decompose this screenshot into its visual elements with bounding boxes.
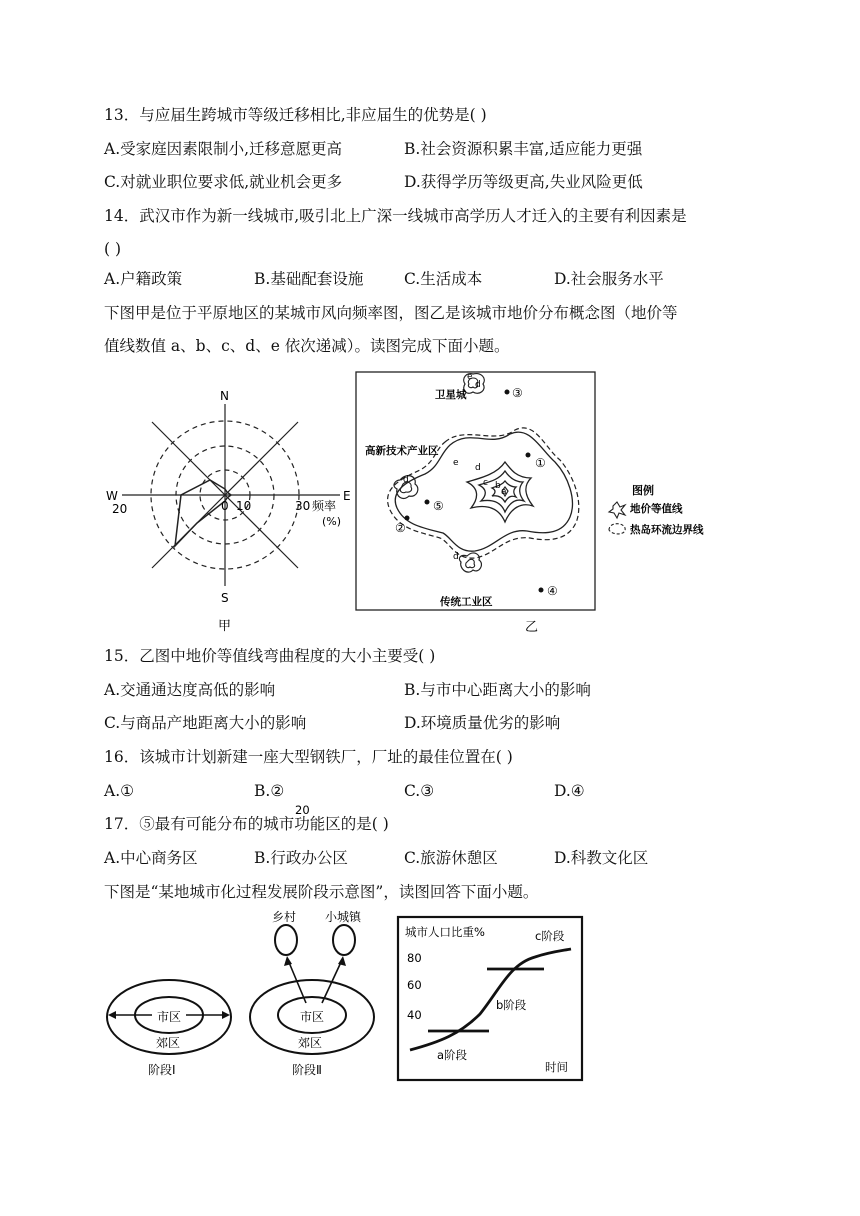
curve-xlabel: 时间 (545, 1060, 568, 1074)
stage2-caption: 阶段Ⅱ (292, 1063, 322, 1077)
legend-price-symbol (609, 502, 625, 518)
q17-option-a: A.中心商务区 (104, 849, 198, 867)
tick-10: 10 (236, 499, 252, 513)
point-2: ② (395, 521, 406, 535)
point-1: ① (535, 456, 546, 470)
letter-e-sat: e (467, 372, 473, 382)
q13-option-b: B.社会资源积累丰富,适应能力更强 (404, 140, 643, 158)
letter-a: a (501, 487, 507, 497)
tick-20: 20 (295, 803, 310, 817)
tick-60: 60 (407, 978, 422, 992)
q16-option-a: A.① (104, 782, 135, 800)
intro1-line2: 值线数值 a、b、c、d、e 依次递减）。读图完成下面小题。 (104, 337, 510, 355)
stage2-suburb-label: 郊区 (298, 1036, 323, 1050)
stage1-caption: 阶段Ⅰ (148, 1063, 176, 1077)
c-stage-label: c阶段 (535, 929, 565, 943)
stage1-arrow-left (108, 1011, 116, 1019)
legend-heat-label: 热岛环流边界线 (630, 524, 704, 536)
figure-yi-caption: 乙 (525, 620, 539, 635)
letter-d-ind: d (453, 552, 459, 562)
q14-option-d: D.社会服务水平 (554, 270, 664, 288)
q16-option-c: C.③ (404, 782, 435, 800)
point-2-dot (405, 516, 410, 521)
letter-d-sat: d (475, 380, 481, 390)
curve-ylabel: 城市人口比重% (405, 925, 485, 939)
letter-e: e (453, 458, 459, 468)
legend-heat-symbol (609, 524, 625, 534)
q14-stem: 14．武汉市作为新一线城市,吸引北上广深一线城市高学历人才迁入的主要有利因素是 (104, 207, 687, 225)
industry-label: 传统工业区 (440, 596, 493, 608)
q13-stem: 13．与应届生跨城市等级迁移相比,非应届生的优势是( ) (104, 106, 487, 124)
q16-option-b: B.② (254, 782, 285, 800)
satellite-label: 卫星城 (435, 389, 467, 401)
north-label: N (220, 389, 229, 403)
q15-stem: 15．乙图中地价等值线弯曲程度的大小主要受( ) (104, 647, 436, 665)
legend-title: 图例 (632, 484, 654, 497)
legend-price-label: 地价等值线 (630, 503, 683, 515)
wind-rose-figure (100, 380, 355, 635)
stage2-city-label: 市区 (300, 1010, 325, 1024)
urbanization-curve (410, 949, 571, 1050)
urbanization-stage-figure (100, 908, 385, 1083)
q17-option-d: D.科教文化区 (554, 849, 649, 867)
west-label: W (106, 489, 118, 503)
q15-option-a: A.交通通达度高低的影响 (104, 681, 276, 699)
tick-40: 40 (407, 1008, 422, 1022)
point-4: ④ (547, 584, 558, 598)
stage1-suburb-label: 郊区 (156, 1036, 181, 1050)
tick-20: 20 (112, 502, 128, 516)
letter-b: b (495, 481, 501, 491)
town-label: 小城镇 (325, 910, 362, 924)
q13-option-a: A.受家庭因素限制小,迁移意愿更高 (104, 140, 343, 158)
point-5: ⑤ (433, 499, 444, 513)
q17-option-c: C.旅游休憩区 (404, 849, 498, 867)
point-3-dot (505, 390, 510, 395)
point-3: ③ (512, 386, 523, 400)
figure-jia-caption: 甲 (218, 619, 232, 634)
hightech-label: 高新技术产业区 (365, 445, 439, 457)
village-label: 乡村 (272, 910, 297, 924)
q15-option-c: C.与商品产地距离大小的影响 (104, 714, 307, 732)
q13-option-c: C.对就业职位要求低,就业机会更多 (104, 173, 343, 191)
point-4-dot (539, 588, 544, 593)
tick-80: 80 (407, 951, 422, 965)
a-stage-label: a阶段 (437, 1048, 468, 1062)
q13-option-d: D.获得学历等级更高,失业风险更低 (404, 173, 643, 191)
east-label: E (343, 489, 351, 503)
q14-stem-cont: ( ) (104, 240, 122, 258)
b-stage-label: b阶段 (496, 998, 527, 1012)
south-label: S (221, 591, 229, 605)
point-1-dot (526, 453, 531, 458)
unit-percent: (%) (322, 515, 342, 528)
letter-d: d (475, 463, 481, 473)
q16-option-d: D.④ (554, 782, 585, 800)
stage1-arrow-right (222, 1011, 230, 1019)
q14-option-b: B.基础配套设施 (254, 270, 364, 288)
unit-frequency: 频率 (312, 499, 337, 513)
land-price-map-figure (355, 370, 755, 635)
letter-c: c (483, 478, 488, 488)
village-circle (275, 925, 297, 955)
arrow-to-village-head (284, 956, 292, 966)
tick-30: 30 (295, 499, 311, 513)
town-circle (333, 925, 355, 955)
industry-isoline-inner (466, 559, 475, 567)
q17-option-b: B.行政办公区 (254, 849, 348, 867)
q15-option-b: B.与市中心距离大小的影响 (404, 681, 591, 699)
letter-d-ht: d (403, 475, 409, 485)
stage1-city-label: 市区 (157, 1010, 182, 1024)
point-5-dot (425, 500, 430, 505)
industry-isoline (459, 553, 481, 572)
q16-stem: 16．该城市计划新建一座大型钢铁厂，厂址的最佳位置在( ) (104, 748, 513, 766)
intro2: 下图是“某地城市化过程发展阶段示意图”，读图回答下面小题。 (104, 883, 539, 901)
q14-option-a: A.户籍政策 (104, 270, 183, 288)
intro1-line1: 下图甲是位于平原地区的某城市风向频率图，图乙是该城市地价分布概念图（地价等 (104, 304, 678, 322)
q15-option-d: D.环境质量优劣的影响 (404, 714, 561, 732)
tick-0: 0 (221, 499, 229, 513)
q17-stem: 17．⑤最有可能分布的城市功能区的是( ) (104, 815, 389, 833)
q14-option-c: C.生活成本 (404, 270, 483, 288)
